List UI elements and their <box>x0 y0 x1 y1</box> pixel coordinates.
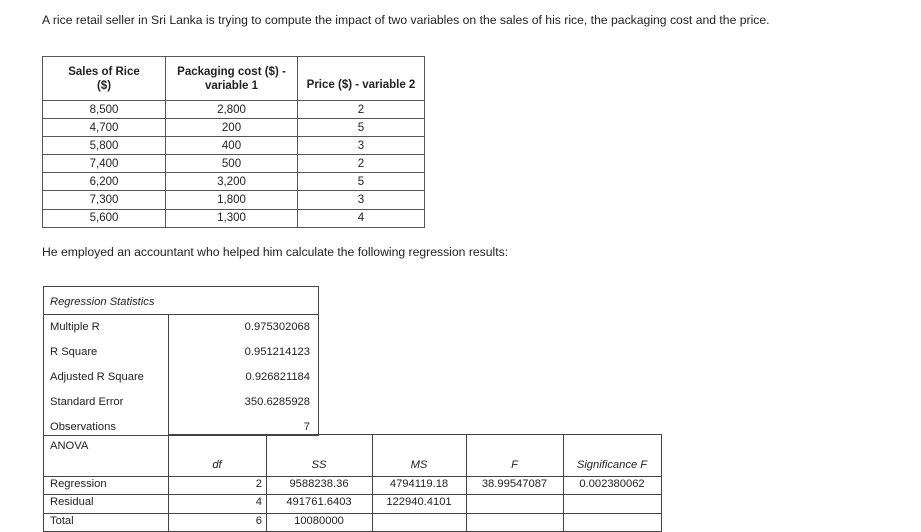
anova-label-residual: Residual <box>50 496 94 508</box>
anova-header-ss: SS <box>311 459 327 471</box>
header-sales <box>43 57 166 101</box>
cell-sales: 5,600 <box>43 209 166 227</box>
cell-sales: 6,200 <box>43 173 166 191</box>
cell-price: 3 <box>298 191 425 209</box>
stat-label-r-square: R Square <box>50 346 98 358</box>
stat-value-r-square: 0.951214123 <box>244 346 310 358</box>
table-row <box>43 173 425 191</box>
cell-sales: 4,700 <box>43 119 166 137</box>
cell-price: 4 <box>298 209 425 227</box>
anova-row-divider-2 <box>43 513 662 514</box>
anova-residual-ss: 491761.6403 <box>286 496 352 508</box>
stat-label-observations: Observations <box>50 421 116 433</box>
stat-value-multiple-r: 0.975302068 <box>244 321 310 333</box>
cell-sales: 8,500 <box>43 101 166 119</box>
anova-regression-ms: 4794119.18 <box>389 478 449 490</box>
cell-sales: 5,800 <box>43 137 166 155</box>
cell-price: 2 <box>298 101 425 119</box>
header-packaging <box>166 57 298 101</box>
cell-price: 5 <box>298 173 425 191</box>
anova-header-significance-f: Significance F <box>576 459 648 471</box>
cell-packaging: 1,300 <box>166 209 298 227</box>
anova-header-divider <box>43 476 662 477</box>
anova-regression-f: 38.99547087 <box>481 478 548 490</box>
anova-divider-6 <box>661 434 662 532</box>
table-row <box>43 137 425 155</box>
cell-price: 2 <box>298 155 425 173</box>
anova-header-f: F <box>511 459 518 471</box>
table-row <box>43 155 425 173</box>
anova-label-total: Total <box>50 515 74 527</box>
anova-regression-df: 2 <box>255 478 262 490</box>
anova-residual-df: 4 <box>255 496 262 508</box>
anova-row-divider-1 <box>43 494 662 495</box>
cell-packaging: 500 <box>166 155 298 173</box>
header-sales-line1: Sales of Rice <box>68 65 140 78</box>
cell-price: 5 <box>298 119 425 137</box>
anova-top-border <box>168 434 662 435</box>
stat-value-observations: 7 <box>303 421 310 433</box>
table-row <box>43 209 425 227</box>
cell-packaging: 400 <box>166 137 298 155</box>
header-packaging-line1: Packaging cost ($) - <box>177 65 286 78</box>
table-header-row <box>43 57 425 101</box>
anova-residual-ms: 122940.4101 <box>386 496 452 508</box>
cell-packaging: 3,200 <box>166 173 298 191</box>
rice-sales-table <box>42 56 425 228</box>
anova-header-ms: MS <box>410 459 428 471</box>
regression-title-divider <box>44 314 318 315</box>
anova-left-border <box>43 434 44 532</box>
anova-divider-1 <box>168 434 169 532</box>
cell-price: 3 <box>298 137 425 155</box>
table-row <box>43 101 425 119</box>
regression-statistics-title: Regression Statistics <box>50 296 155 308</box>
anova-title: ANOVA <box>50 440 89 452</box>
header-packaging-line2: variable 1 <box>204 79 259 92</box>
anova-regression-ss: 9588238.36 <box>289 478 349 490</box>
accountant-paragraph: He employed an accountant who helped him calculate the following regression results: <box>42 245 509 259</box>
stat-value-standard-error: 350.6285928 <box>244 396 310 408</box>
cell-packaging: 200 <box>166 119 298 137</box>
header-price <box>298 57 425 101</box>
regression-statistics-box <box>43 286 319 436</box>
anova-header-df: df <box>212 459 222 471</box>
table-row <box>43 191 425 209</box>
anova-total-df: 6 <box>255 515 262 527</box>
cell-sales: 7,400 <box>43 155 166 173</box>
cell-sales: 7,300 <box>43 191 166 209</box>
header-sales-line2: ($) <box>96 79 112 92</box>
stat-label-standard-error: Standard Error <box>50 396 124 408</box>
header-price-line1: Price ($) - variable 2 <box>306 78 416 91</box>
stat-label-adjusted-r-square: Adjusted R Square <box>50 371 144 383</box>
cell-packaging: 2,800 <box>166 101 298 119</box>
intro-paragraph: A rice retail seller in Sri Lanka is trying to compute the impact of two variables on the sales of his rice, the packaging cost and the price. <box>42 13 770 27</box>
anova-total-ss: 10080000 <box>294 515 344 527</box>
cell-packaging: 1,800 <box>166 191 298 209</box>
stat-value-adjusted-r-square: 0.926821184 <box>245 371 310 383</box>
table-row <box>43 119 425 137</box>
stat-label-multiple-r: Multiple R <box>50 321 100 333</box>
anova-label-regression: Regression <box>50 478 107 490</box>
anova-regression-sig: 0.002380062 <box>579 478 645 490</box>
